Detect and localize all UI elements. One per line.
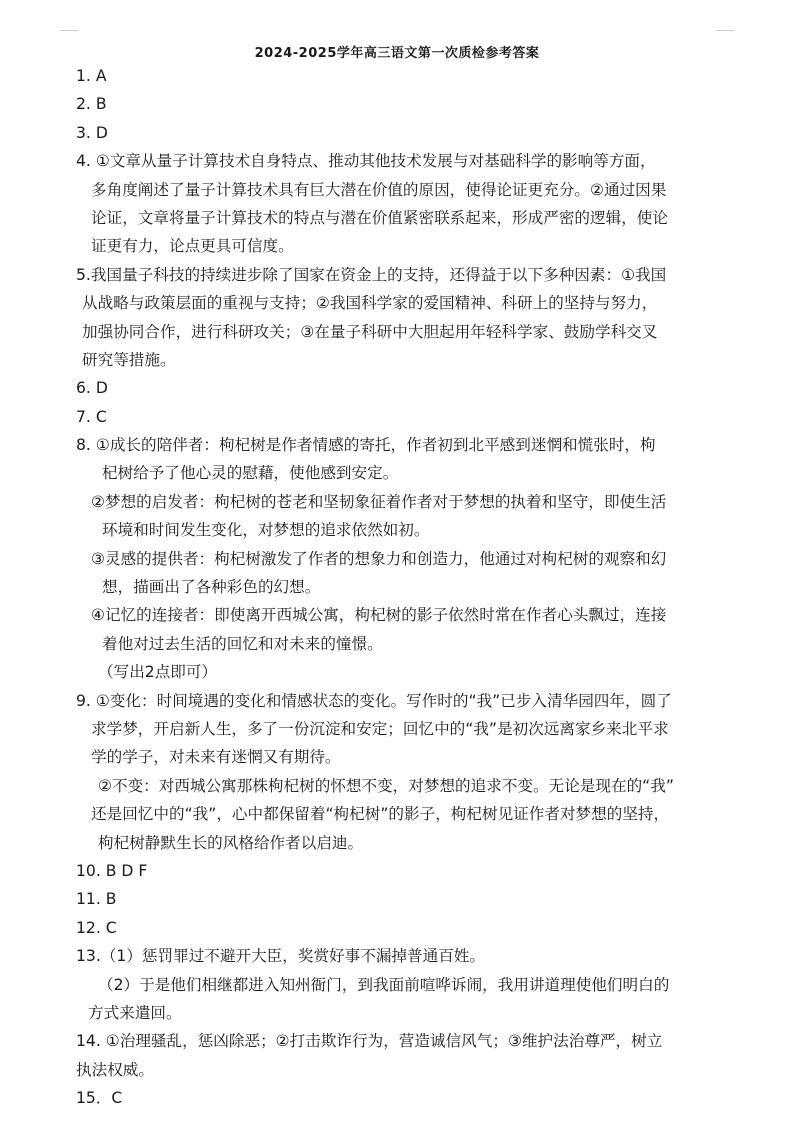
corner-mark-right [716, 30, 734, 31]
answer-line: ③灵感的提供者：枸杞树激发了作者的想象力和创造力，他通过对枸杞树的观察和幻 [91, 549, 667, 568]
answer-line: 加强协同合作，进行科研攻关；③在量子科研中大胆起用年轻科学家、鼓励学科交叉 [82, 322, 658, 341]
answer-line: 论证，文章将量子计算技术的特点与潜在价值紧密联系起来，形成严密的逻辑，使论 [91, 208, 668, 227]
answer-line: 3. D [76, 123, 108, 142]
answer-line: 1. A [76, 67, 107, 85]
answer-body [76, 62, 716, 1112]
answer-line: 13.（1）惩罚罪过不避开大臣，奖赏好事不漏掉普通百姓。 [76, 947, 485, 966]
answer-line: 枸杞树静默生长的风格给作者以启迪。 [98, 833, 364, 852]
answer-line: ②梦想的启发者：枸杞树的苍老和坚韧象征着作者对于梦想的执着和坚守，即使生活 [91, 492, 667, 511]
answer-line: 15．C [76, 1089, 123, 1108]
answer-line: 想，描画出了各种彩色的幻想。 [102, 578, 321, 597]
answer-line: 5.我国量子科技的持续进步除了国家在资金上的支持，还得益于以下多种因素：①我国 [76, 265, 667, 284]
answer-line: 9. ①变化：时间境遇的变化和情感状态的变化。写作时的“我”已步入清华园四年，圆了 [76, 691, 672, 710]
answer-line: （2）于是他们相继都进入知州衙门，到我面前喧哗诉闹，我用讲道理使他们明白的 [98, 975, 670, 994]
answer-line: 从战略与政策层面的重视与支持；②我国科学家的爱国精神、科研上的坚持与努力， [82, 294, 658, 313]
answer-line: 10. B D F [76, 861, 148, 880]
answer-line: 6. D [76, 379, 108, 398]
answer-line: ②不变：对西城公寓那株枸杞树的怀想不变，对梦想的追求不变。无论是现在的“我” [98, 776, 674, 795]
answer-line: 着他对过去生活的回忆和对未来的憧憬。 [102, 634, 383, 653]
answer-line: 11. B [76, 890, 117, 909]
answer-line: （写出2点即可） [98, 663, 218, 682]
answer-line: 环境和时间发生变化，对梦想的追求依然如初。 [102, 521, 430, 540]
answer-line: 求学梦，开启新人生，多了一份沉淀和安定；回忆中的“我”是初次远离家乡来北平求 [91, 719, 669, 738]
answer-line: 执法权威。 [76, 1060, 154, 1079]
answer-line: 12. C [76, 918, 117, 937]
answer-line: 7. C [76, 407, 107, 426]
answer-line: 方式来遣回。 [88, 1003, 182, 1022]
answer-line: 研究等措施。 [82, 350, 176, 369]
answer-line: 还是回忆中的“我”，心中都保留着“枸杞树”的影子，枸杞树见证作者对梦想的坚持， [91, 805, 670, 824]
document-title: 2024-2025学年高三语文第一次质检参考答案 [254, 46, 540, 61]
answer-line: 14. ①治理骚乱，惩凶除恶；②打击欺诈行为，营造诚信风气；③维护法治尊严，树立 [76, 1032, 663, 1051]
answer-line: 多角度阐述了量子计算技术具有巨大潜在价值的原因，使得论证更充分。②通过因果 [91, 180, 667, 199]
answer-line: 杞树给予了他心灵的慰藉，使他感到安定。 [102, 464, 399, 483]
answer-line: 4. ①文章从量子计算技术自身特点、推动其他技术发展与对基础科学的影响等方面， [76, 152, 656, 171]
answer-line: 证更有力，论点更具可信度。 [91, 237, 294, 256]
answer-line: 2. B [76, 95, 107, 114]
answer-line: ④记忆的连接者：即使离开西城公寓，枸杞树的影子依然时常在作者心头飘过，连接 [91, 606, 667, 625]
corner-mark-left [60, 30, 78, 31]
answer-line: 学的学子，对未来有迷惘又有期待。 [91, 748, 341, 767]
answer-line: 8. ①成长的陪伴者：枸杞树是作者情感的寄托，作者初到北平感到迷惘和慌张时，枸 [76, 436, 656, 455]
